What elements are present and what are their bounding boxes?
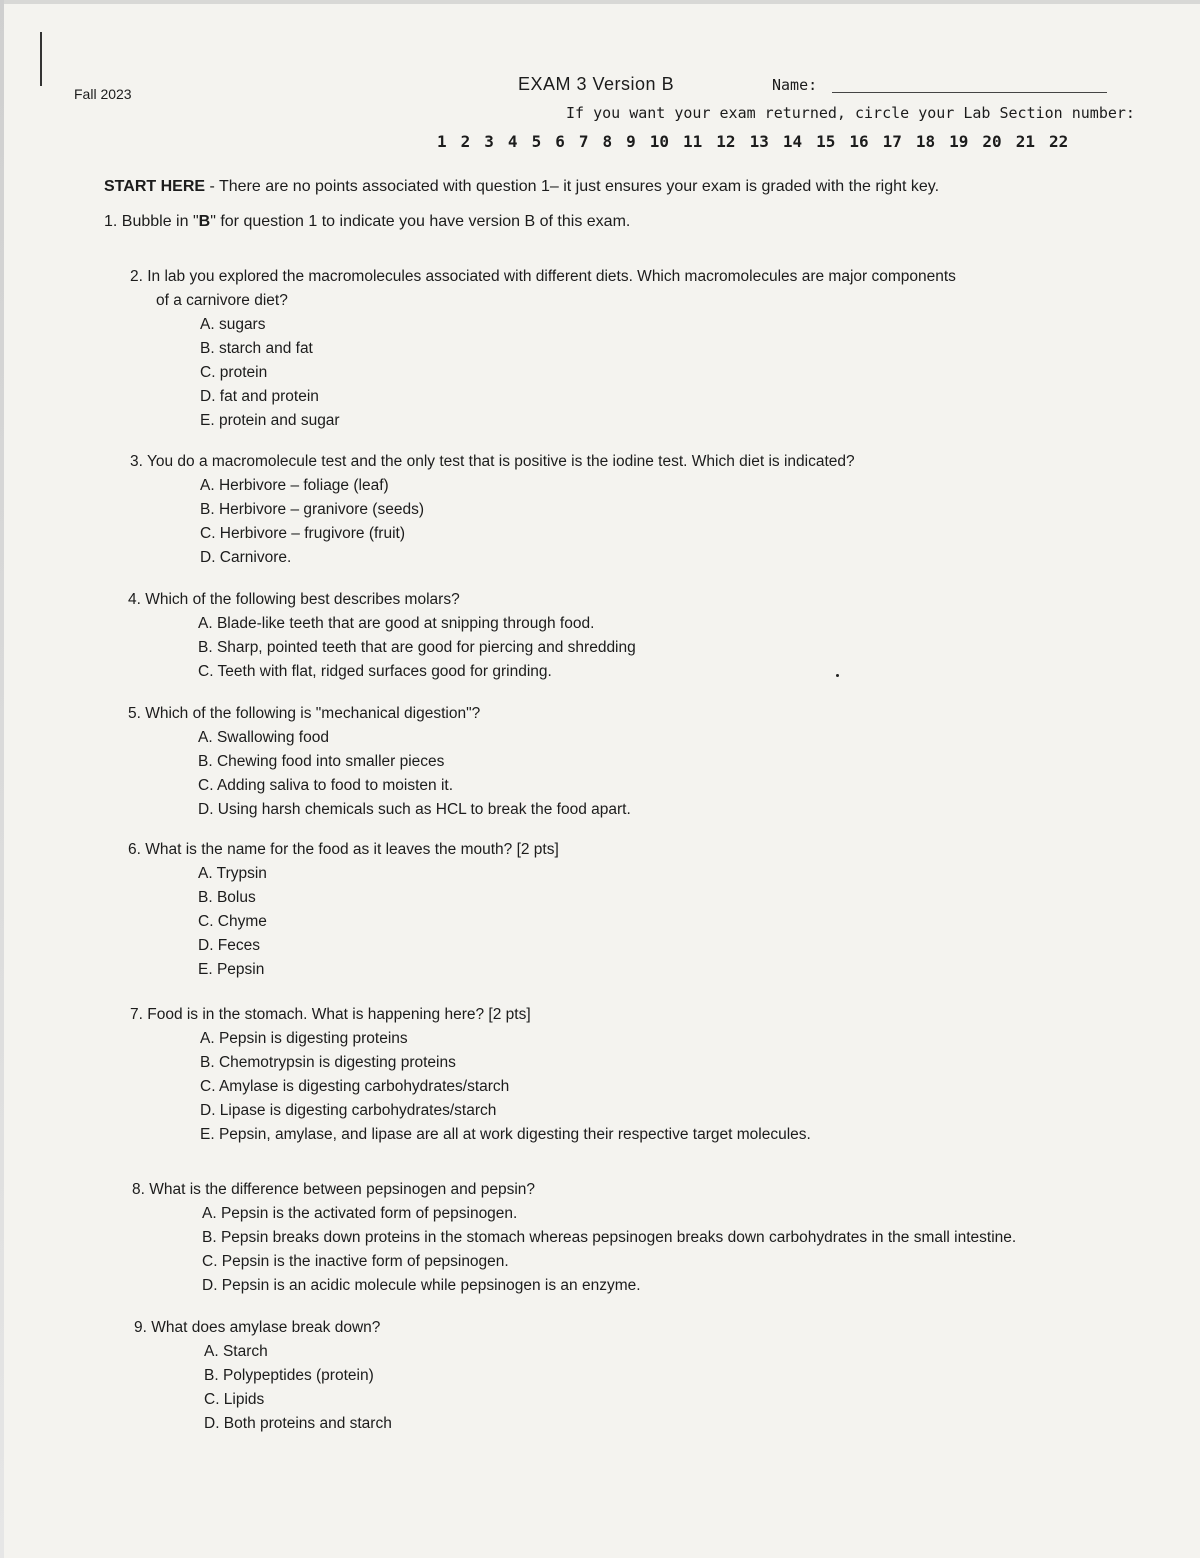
q1-suffix: " for question 1 to indicate you have version B of this exam. <box>210 213 631 230</box>
answer-options <box>128 862 559 982</box>
question-9 <box>134 1316 392 1436</box>
answer-option[interactable]: C. Herbivore – frugivore (fruit) <box>200 525 406 542</box>
lab-section-number[interactable]: 1 <box>437 132 447 151</box>
lab-section-number[interactable]: 21 <box>1015 132 1035 151</box>
question-6 <box>128 838 559 982</box>
answer-option[interactable]: D. Lipase is digesting carbohydrates/starch <box>200 1102 497 1119</box>
question-stem: 2. In lab you explored the macromolecules associated with different diets. Which macromolecules are major components <box>130 268 956 285</box>
answer-option[interactable]: E. Pepsin <box>198 961 265 978</box>
question-4 <box>128 588 636 684</box>
answer-option[interactable]: A. Pepsin is the activated form of pepsinogen. <box>202 1205 518 1222</box>
answer-option[interactable]: B. Bolus <box>198 889 256 906</box>
stray-mark <box>836 674 839 677</box>
question-3 <box>130 450 855 570</box>
lab-section-number[interactable]: 6 <box>555 132 565 151</box>
answer-option[interactable]: B. Chemotrypsin is digesting proteins <box>200 1054 456 1071</box>
lab-section-number[interactable]: 12 <box>716 132 736 151</box>
question-7 <box>130 1003 811 1147</box>
lab-section-number[interactable]: 2 <box>460 132 471 151</box>
answer-option[interactable]: C. Chyme <box>198 913 267 930</box>
answer-option[interactable]: D. Both proteins and starch <box>204 1415 392 1432</box>
q1-version-letter: B <box>198 213 211 230</box>
question-stem: 9. What does amylase break down? <box>134 1319 381 1336</box>
answer-options <box>132 1202 1016 1298</box>
answer-option[interactable]: C. protein <box>200 364 268 381</box>
answer-option[interactable]: C. Lipids <box>204 1391 265 1408</box>
lab-section-numbers <box>437 132 1082 151</box>
question-2 <box>130 265 956 433</box>
answer-option[interactable]: E. protein and sugar <box>200 412 340 429</box>
answer-option[interactable]: B. Polypeptides (protein) <box>204 1367 374 1384</box>
answer-option[interactable]: B. Herbivore – granivore (seeds) <box>200 501 424 518</box>
question-stem: 3. You do a macromolecule test and the only test that is positive is the iodine test. Which diet is indicated? <box>130 453 855 470</box>
question-1 <box>104 213 630 231</box>
answer-option[interactable]: A. Pepsin is digesting proteins <box>200 1030 408 1047</box>
lab-section-number[interactable]: 15 <box>816 132 836 151</box>
question-stem: 5. Which of the following is "mechanical digestion"? <box>128 705 481 722</box>
lab-section-number[interactable]: 5 <box>531 132 542 151</box>
lab-section-number[interactable]: 7 <box>578 132 589 151</box>
answer-options <box>134 1340 392 1436</box>
scan-top-edge <box>0 0 1200 4</box>
answer-option[interactable]: D. Carnivore. <box>200 549 292 566</box>
name-field[interactable] <box>832 92 1107 93</box>
answer-options <box>130 474 855 570</box>
question-8 <box>132 1178 1016 1298</box>
question-stem: 6. What is the name for the food as it leaves the mouth? [2 pts] <box>128 841 559 858</box>
start-instructions <box>104 178 939 196</box>
answer-option[interactable]: B. starch and fat <box>200 340 313 357</box>
lab-section-number[interactable]: 16 <box>849 132 869 151</box>
answer-option[interactable]: D. Using harsh chemicals such as HCL to break the food apart. <box>198 801 631 818</box>
scan-margin-mark <box>40 32 42 86</box>
answer-option[interactable]: B. Pepsin breaks down proteins in the stomach whereas pepsinogen breaks down carbohydrates in the small intestine. <box>202 1229 1017 1246</box>
answer-option[interactable]: D. Pepsin is an acidic molecule while pepsinogen is an enzyme. <box>202 1277 641 1294</box>
semester-label: Fall 2023 <box>74 86 132 102</box>
answer-option[interactable]: C. Teeth with flat, ridged surfaces good for grinding. <box>198 663 552 680</box>
return-note: If you want your exam returned, circle your Lab Section number: <box>566 104 1135 122</box>
lab-section-number[interactable]: 17 <box>882 132 902 151</box>
lab-section-number[interactable]: 19 <box>949 132 969 151</box>
answer-option[interactable]: A. Swallowing food <box>198 729 329 746</box>
answer-options <box>128 612 636 684</box>
question-stem: 8. What is the difference between pepsinogen and pepsin? <box>132 1181 535 1198</box>
lab-section-number[interactable]: 10 <box>649 132 670 151</box>
start-here-label: START HERE <box>104 178 206 195</box>
answer-option[interactable]: B. Chewing food into smaller pieces <box>198 753 445 770</box>
exam-title: EXAM 3 Version B <box>518 74 675 94</box>
start-text: - There are no points associated with question 1– it just ensures your exam is graded with the right key. <box>205 178 940 195</box>
lab-section-number[interactable]: 3 <box>484 132 494 151</box>
answer-option[interactable]: B. Sharp, pointed teeth that are good for piercing and shredding <box>198 639 636 656</box>
lab-section-number[interactable]: 13 <box>749 132 769 151</box>
answer-options <box>128 726 631 822</box>
lab-section-number[interactable]: 18 <box>915 132 936 151</box>
question-stem: 4. Which of the following best describes molars? <box>128 591 460 608</box>
q1-prefix: 1. Bubble in " <box>104 213 199 230</box>
lab-section-number[interactable]: 8 <box>602 132 613 151</box>
question-stem: 7. Food is in the stomach. What is happening here? [2 pts] <box>130 1006 531 1023</box>
answer-option[interactable]: C. Adding saliva to food to moisten it. <box>198 777 454 794</box>
scan-left-edge <box>0 0 4 1558</box>
lab-section-number[interactable]: 14 <box>782 132 803 151</box>
answer-option[interactable]: A. Trypsin <box>198 865 267 882</box>
answer-option[interactable]: A. Herbivore – foliage (leaf) <box>200 477 389 494</box>
question-stem-continued: of a carnivore diet? <box>156 292 288 309</box>
name-label: Name: <box>772 76 818 94</box>
answer-option[interactable]: A. Blade-like teeth that are good at snipping through food. <box>198 615 595 632</box>
answer-options <box>130 313 956 433</box>
lab-section-number[interactable]: 9 <box>626 132 636 151</box>
lab-section-number[interactable]: 22 <box>1048 132 1069 151</box>
answer-options <box>130 1027 811 1147</box>
answer-option[interactable]: C. Amylase is digesting carbohydrates/starch <box>200 1078 510 1095</box>
answer-option[interactable]: E. Pepsin, amylase, and lipase are all at work digesting their respective target molecules. <box>200 1126 811 1143</box>
question-5 <box>128 702 631 822</box>
answer-option[interactable]: A. Starch <box>204 1343 268 1360</box>
answer-option[interactable]: A. sugars <box>200 316 266 333</box>
lab-section-number[interactable]: 20 <box>982 132 1002 151</box>
lab-section-number[interactable]: 11 <box>683 132 703 151</box>
answer-option[interactable]: D. fat and protein <box>200 388 319 405</box>
lab-section-number[interactable]: 4 <box>507 132 518 151</box>
answer-option[interactable]: D. Feces <box>198 937 261 954</box>
answer-option[interactable]: C. Pepsin is the inactive form of pepsinogen. <box>202 1253 509 1270</box>
